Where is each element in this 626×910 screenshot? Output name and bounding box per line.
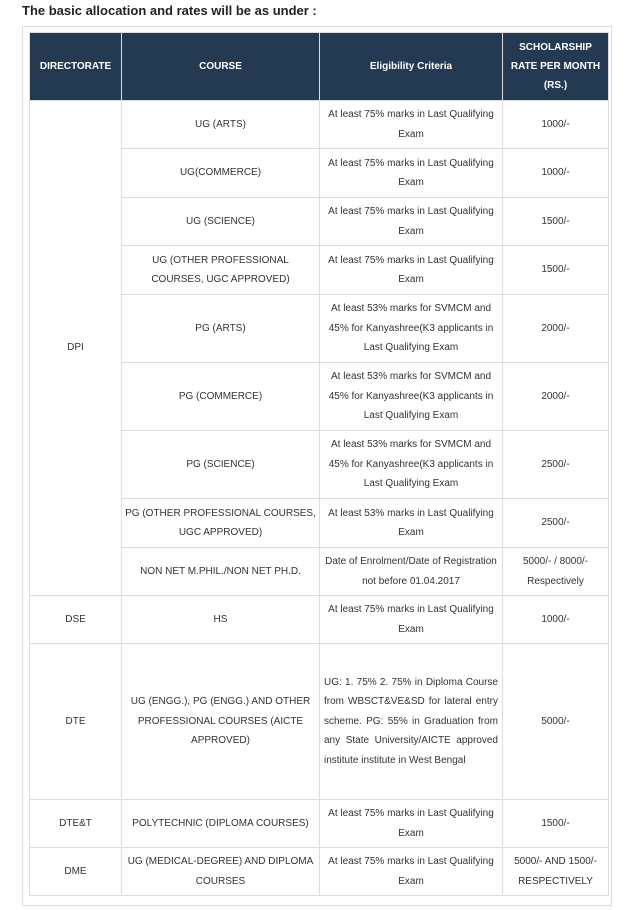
directorate-cell: DPI — [30, 101, 122, 596]
header-eligibility: Eligibility Criteria — [320, 33, 503, 101]
eligibility-cell: At least 75% marks in Last Qualifying Exam — [320, 596, 503, 644]
eligibility-cell: At least 75% marks in Last Qualifying Exam — [320, 848, 503, 896]
header-rate: SCHOLARSHIP RATE PER MONTH (RS.) — [503, 33, 609, 101]
eligibility-cell: At least 75% marks in Last Qualifying Exam — [320, 149, 503, 198]
course-cell: PG (COMMERCE) — [122, 363, 320, 431]
rate-cell: 1500/- — [503, 198, 609, 246]
rate-cell: 5000/- / 8000/- Respectively — [503, 548, 609, 596]
rate-cell: 5000/- AND 1500/- RESPECTIVELY — [503, 848, 609, 896]
course-cell: UG (MEDICAL-DEGREE) AND DIPLOMA COURSES — [122, 848, 320, 896]
table-row — [30, 644, 609, 800]
eligibility-cell: At least 53% marks for SVMCM and 45% for Kanyashree(K3 applicants in Last Qualifying Exam — [320, 363, 503, 431]
rate-cell: 2000/- — [503, 363, 609, 431]
course-cell: HS — [122, 596, 320, 644]
rate-cell: 1500/- — [503, 246, 609, 295]
eligibility-cell: At least 53% marks for SVMCM and 45% for Kanyashree(K3 applicants in Last Qualifying Exam — [320, 295, 503, 363]
table-row — [30, 848, 609, 896]
eligibility-cell: At least 75% marks in Last Qualifying Exam — [320, 101, 503, 149]
directorate-cell: DTE&T — [30, 800, 122, 848]
course-cell: UG (ENGG.), PG (ENGG.) AND OTHER PROFESSIONAL COURSES (AICTE APPROVED) — [122, 644, 320, 800]
header-directorate: DIRECTORATE — [30, 33, 122, 101]
eligibility-cell: At least 53% marks for SVMCM and 45% for Kanyashree(K3 applicants in Last Qualifying Exam — [320, 431, 503, 499]
course-cell: NON NET M.PHIL./NON NET PH.D. — [122, 548, 320, 596]
eligibility-cell: At least 53% marks in Last Qualifying Exam — [320, 499, 503, 548]
rate-cell: 5000/- — [503, 644, 609, 800]
eligibility-cell: At least 75% marks in Last Qualifying Exam — [320, 246, 503, 295]
course-cell: PG (OTHER PROFESSIONAL COURSES, UGC APPROVED) — [122, 499, 320, 548]
table-header-row — [30, 33, 609, 101]
course-cell: POLYTECHNIC (DIPLOMA COURSES) — [122, 800, 320, 848]
eligibility-cell: At least 75% marks in Last Qualifying Exam — [320, 198, 503, 246]
table-row — [30, 800, 609, 848]
rate-cell: 1000/- — [503, 101, 609, 149]
allocation-table — [29, 32, 609, 896]
rate-cell: 1000/- — [503, 149, 609, 198]
eligibility-cell: At least 75% marks in Last Qualifying Exam — [320, 800, 503, 848]
directorate-cell: DSE — [30, 596, 122, 644]
eligibility-cell: UG: 1. 75% 2. 75% in Diploma Course from WBSCT&VE&SD for lateral entry scheme. PG: 55% in Graduation from any State University/AICTE approved institute institute in West Bengal — [320, 644, 503, 800]
table-row — [30, 101, 609, 149]
rate-cell: 2500/- — [503, 499, 609, 548]
course-cell: UG (OTHER PROFESSIONAL COURSES, UGC APPROVED) — [122, 246, 320, 295]
intro-text: The basic allocation and rates will be as under : — [22, 3, 317, 18]
course-cell: PG (SCIENCE) — [122, 431, 320, 499]
course-cell: PG (ARTS) — [122, 295, 320, 363]
table-row — [30, 596, 609, 644]
rate-cell: 2500/- — [503, 431, 609, 499]
header-course: COURSE — [122, 33, 320, 101]
course-cell: UG (SCIENCE) — [122, 198, 320, 246]
rate-cell: 1000/- — [503, 596, 609, 644]
rate-cell: 1500/- — [503, 800, 609, 848]
eligibility-cell: Date of Enrolment/Date of Registration not before 01.04.2017 — [320, 548, 503, 596]
directorate-cell: DTE — [30, 644, 122, 800]
course-cell: UG(COMMERCE) — [122, 149, 320, 198]
course-cell: UG (ARTS) — [122, 101, 320, 149]
rate-cell: 2000/- — [503, 295, 609, 363]
directorate-cell: DME — [30, 848, 122, 896]
